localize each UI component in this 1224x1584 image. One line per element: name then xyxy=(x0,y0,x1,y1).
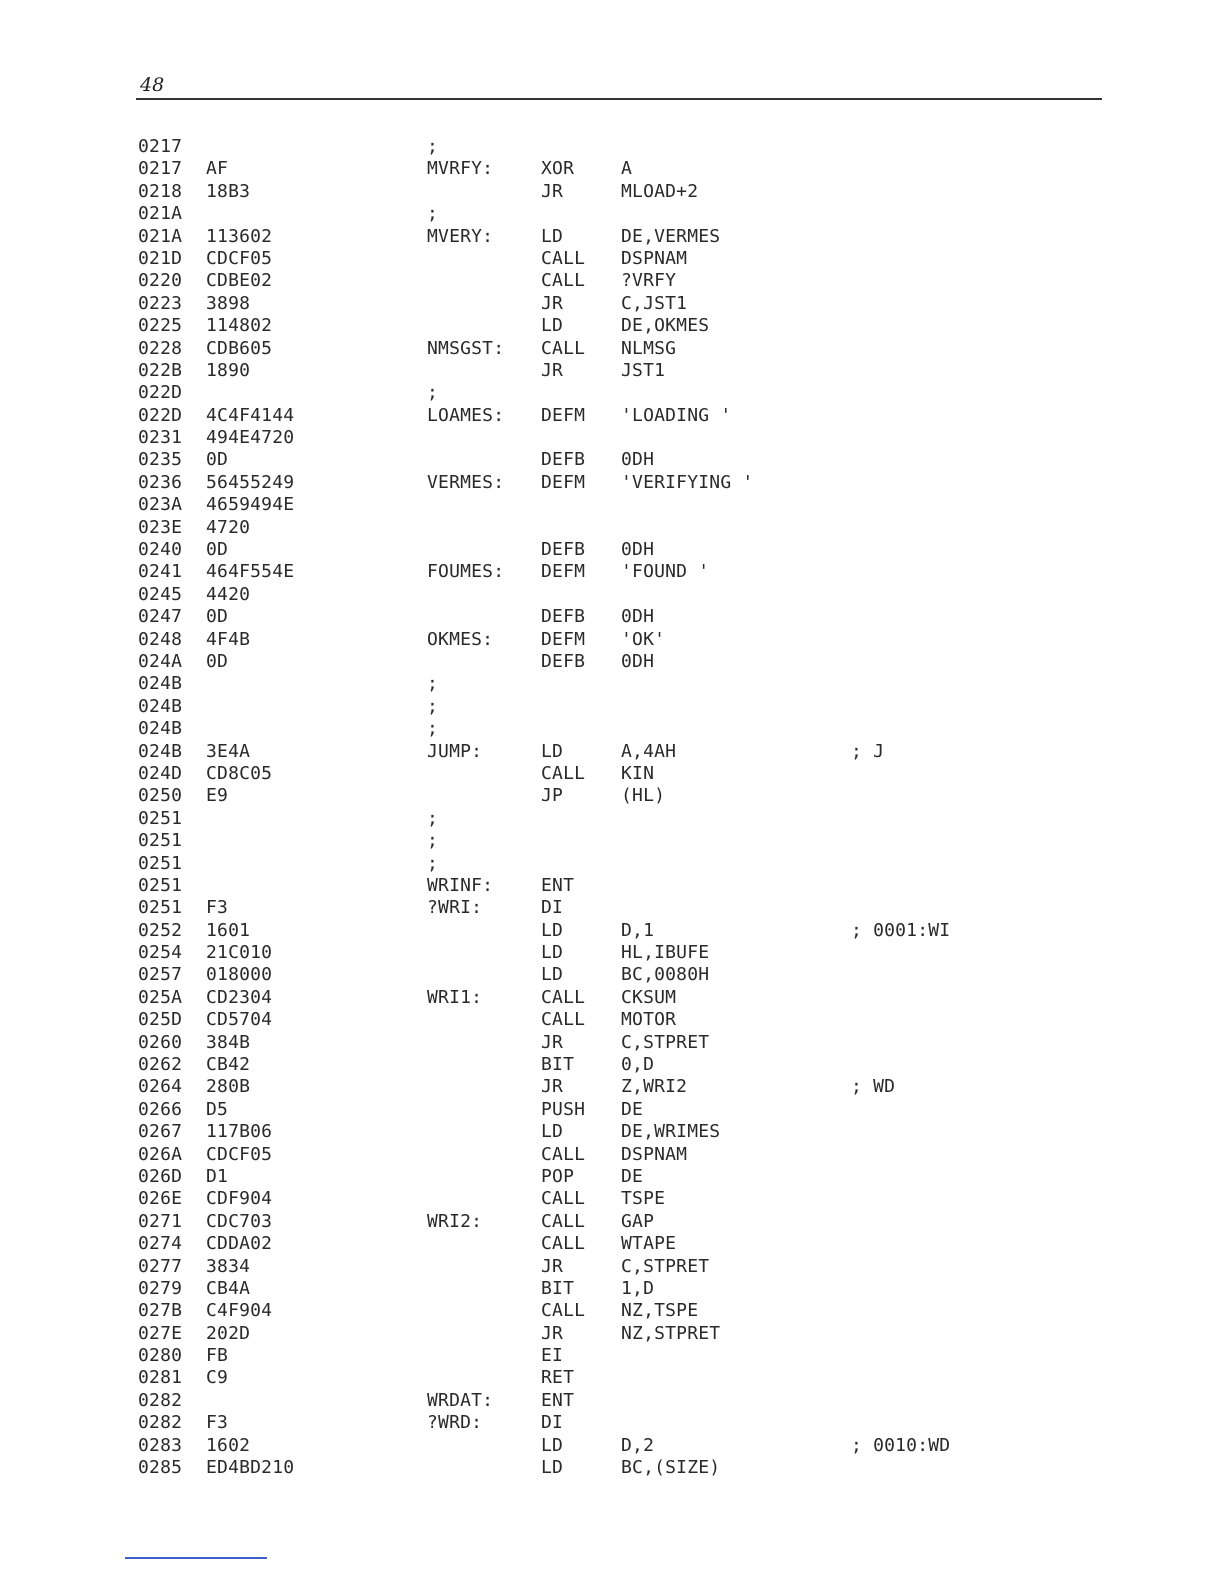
line-object-code: 1601 xyxy=(206,919,251,941)
line-operand: 'VERIFYING ' xyxy=(621,471,754,493)
line-opcode: CALL xyxy=(541,1188,586,1210)
listing-line xyxy=(138,920,1038,942)
listing-line xyxy=(138,360,1038,382)
line-operand: ?VRFY xyxy=(621,270,677,292)
line-opcode: BIT xyxy=(541,1054,575,1076)
listing-line xyxy=(138,405,1038,427)
line-operand: BC,0080H xyxy=(621,964,710,986)
line-address: 021A xyxy=(138,203,183,225)
line-object-code: 18B3 xyxy=(206,180,251,202)
line-address: 0245 xyxy=(138,583,183,605)
line-operand: Z,WRI2 xyxy=(621,1076,688,1098)
line-object-code: C4F904 xyxy=(206,1300,273,1322)
line-address: 024B xyxy=(138,673,183,695)
line-opcode: PUSH xyxy=(541,1098,586,1120)
line-opcode: DEFM xyxy=(541,628,586,650)
line-address: 025A xyxy=(138,986,183,1008)
line-address: 021D xyxy=(138,247,183,269)
line-address: 0247 xyxy=(138,606,183,628)
listing-line xyxy=(138,226,1038,248)
line-operand: 'OK' xyxy=(621,628,666,650)
listing-line xyxy=(138,181,1038,203)
line-object-code: AF xyxy=(206,158,229,180)
line-object-code: 4F4B xyxy=(206,628,251,650)
line-address: 0228 xyxy=(138,337,183,359)
line-opcode: LD xyxy=(541,942,564,964)
line-address: 026A xyxy=(138,1143,183,1165)
line-address: 022D xyxy=(138,382,183,404)
line-address: 0267 xyxy=(138,1121,183,1143)
line-opcode: JR xyxy=(541,180,564,202)
line-operand: NZ,STPRET xyxy=(621,1322,721,1344)
listing-line xyxy=(138,1435,1038,1457)
line-opcode: DEFB xyxy=(541,539,586,561)
line-object-code: CDB605 xyxy=(206,337,273,359)
listing-line xyxy=(138,718,1038,740)
line-address: 0250 xyxy=(138,785,183,807)
line-operand: DSPNAM xyxy=(621,1143,688,1165)
line-opcode: DEFB xyxy=(541,449,586,471)
line-address: 026D xyxy=(138,1165,183,1187)
line-operand: MLOAD+2 xyxy=(621,180,699,202)
line-address: 0282 xyxy=(138,1389,183,1411)
line-comment: ; 0010:WD xyxy=(851,1434,951,1456)
line-opcode: LD xyxy=(541,740,564,762)
line-operand: 'LOADING ' xyxy=(621,404,732,426)
listing-line xyxy=(138,248,1038,270)
line-opcode: CALL xyxy=(541,1300,586,1322)
line-object-code: 4720 xyxy=(206,516,251,538)
line-object-code: CD5704 xyxy=(206,1009,273,1031)
line-comment: ; 0001:WI xyxy=(851,919,951,941)
line-address: 024B xyxy=(138,695,183,717)
line-opcode: POP xyxy=(541,1165,575,1187)
line-address: 0235 xyxy=(138,449,183,471)
line-opcode: RET xyxy=(541,1367,575,1389)
line-operand: JST1 xyxy=(621,359,666,381)
line-address: 0248 xyxy=(138,628,183,650)
line-object-code: D5 xyxy=(206,1098,229,1120)
line-address: 0257 xyxy=(138,964,183,986)
line-opcode: XOR xyxy=(541,158,575,180)
listing-line xyxy=(138,472,1038,494)
listing-line xyxy=(138,853,1038,875)
line-operand: NZ,TSPE xyxy=(621,1300,699,1322)
line-label: VERMES: xyxy=(427,471,505,493)
line-operand: BC,(SIZE) xyxy=(621,1457,721,1479)
line-address: 021A xyxy=(138,225,183,247)
listing-line xyxy=(138,1076,1038,1098)
line-operand: C,STPRET xyxy=(621,1255,710,1277)
line-address: 024D xyxy=(138,762,183,784)
listing-line xyxy=(138,539,1038,561)
line-address: 024B xyxy=(138,740,183,762)
listing-line xyxy=(138,1054,1038,1076)
line-address: 0217 xyxy=(138,158,183,180)
line-object-code: FB xyxy=(206,1345,229,1367)
listing-line xyxy=(138,1032,1038,1054)
line-object-code: D1 xyxy=(206,1165,229,1187)
listing-line xyxy=(138,987,1038,1009)
line-object-code: 0D xyxy=(206,606,229,628)
listing-line xyxy=(138,1457,1038,1479)
line-address: 0223 xyxy=(138,292,183,314)
line-opcode: LD xyxy=(541,1434,564,1456)
line-opcode: CALL xyxy=(541,1009,586,1031)
listing-line xyxy=(138,1121,1038,1143)
line-object-code: ED4BD210 xyxy=(206,1457,295,1479)
listing-line xyxy=(138,338,1038,360)
line-operand: 0DH xyxy=(621,449,655,471)
listing-line xyxy=(138,1144,1038,1166)
line-operand: DE,OKMES xyxy=(621,315,710,337)
line-object-code: 21C010 xyxy=(206,942,273,964)
line-operand: DE xyxy=(621,1098,644,1120)
line-operand: 0DH xyxy=(621,650,655,672)
line-address: 0251 xyxy=(138,807,183,829)
line-address: 023A xyxy=(138,494,183,516)
line-object-code: 1890 xyxy=(206,359,251,381)
line-operand: 'FOUND ' xyxy=(621,561,710,583)
listing-line xyxy=(138,158,1038,180)
listing-line xyxy=(138,629,1038,651)
line-opcode: DI xyxy=(541,1412,564,1434)
line-operand: MOTOR xyxy=(621,1009,677,1031)
line-object-code: 018000 xyxy=(206,964,273,986)
line-address: 025D xyxy=(138,1009,183,1031)
line-operand: TSPE xyxy=(621,1188,666,1210)
listing-line xyxy=(138,315,1038,337)
line-operand: D,1 xyxy=(621,919,655,941)
line-address: 0277 xyxy=(138,1255,183,1277)
listing-line xyxy=(138,897,1038,919)
line-object-code: CDCF05 xyxy=(206,247,273,269)
line-label: MVRFY: xyxy=(427,158,494,180)
line-object-code: C9 xyxy=(206,1367,229,1389)
line-opcode: DEFM xyxy=(541,471,586,493)
line-opcode: DEFB xyxy=(541,650,586,672)
line-operand: C,JST1 xyxy=(621,292,688,314)
line-address: 0280 xyxy=(138,1345,183,1367)
line-label: WRDAT: xyxy=(427,1389,494,1411)
line-label: ; xyxy=(427,203,439,225)
line-label: JUMP: xyxy=(427,740,483,762)
line-address: 0254 xyxy=(138,942,183,964)
line-object-code: F3 xyxy=(206,897,229,919)
line-operand: GAP xyxy=(621,1210,655,1232)
line-operand: WTAPE xyxy=(621,1233,677,1255)
line-object-code: CD8C05 xyxy=(206,762,273,784)
line-object-code: F3 xyxy=(206,1412,229,1434)
listing-line xyxy=(138,964,1038,986)
line-object-code: CDCF05 xyxy=(206,1143,273,1165)
line-label: FOUMES: xyxy=(427,561,505,583)
line-opcode: JR xyxy=(541,1076,564,1098)
line-operand: DE xyxy=(621,1165,644,1187)
line-object-code: 3834 xyxy=(206,1255,251,1277)
line-opcode: CALL xyxy=(541,1143,586,1165)
line-label: ; xyxy=(427,695,439,717)
listing-line xyxy=(138,1345,1038,1367)
line-object-code: CDF904 xyxy=(206,1188,273,1210)
line-opcode: CALL xyxy=(541,337,586,359)
line-object-code: 0D xyxy=(206,539,229,561)
line-operand: KIN xyxy=(621,762,655,784)
listing-line xyxy=(138,427,1038,449)
line-operand: DE,WRIMES xyxy=(621,1121,721,1143)
line-opcode: DEFM xyxy=(541,404,586,426)
header-rule xyxy=(136,98,1102,100)
line-address: 027B xyxy=(138,1300,183,1322)
listing-line xyxy=(138,696,1038,718)
listing-line xyxy=(138,673,1038,695)
listing-line xyxy=(138,606,1038,628)
line-address: 0251 xyxy=(138,897,183,919)
line-address: 0251 xyxy=(138,852,183,874)
line-address: 0252 xyxy=(138,919,183,941)
line-comment: ; WD xyxy=(851,1076,896,1098)
line-opcode: CALL xyxy=(541,762,586,784)
line-address: 0264 xyxy=(138,1076,183,1098)
line-address: 0283 xyxy=(138,1434,183,1456)
listing-line xyxy=(138,1256,1038,1278)
line-opcode: DEFB xyxy=(541,606,586,628)
line-label: ?WRD: xyxy=(427,1412,483,1434)
listing-line xyxy=(138,494,1038,516)
page-number: 48 xyxy=(140,74,165,96)
line-label: ; xyxy=(427,852,439,874)
listing-line xyxy=(138,1300,1038,1322)
line-opcode: DEFM xyxy=(541,561,586,583)
assembly-listing xyxy=(138,136,1038,1479)
line-address: 0217 xyxy=(138,136,183,157)
line-address: 0285 xyxy=(138,1457,183,1479)
line-object-code: CB42 xyxy=(206,1054,251,1076)
listing-line xyxy=(138,808,1038,830)
line-opcode: CALL xyxy=(541,247,586,269)
line-label: OKMES: xyxy=(427,628,494,650)
listing-line xyxy=(138,1323,1038,1345)
listing-line xyxy=(138,449,1038,471)
line-object-code: 280B xyxy=(206,1076,251,1098)
line-address: 0241 xyxy=(138,561,183,583)
line-operand: 0,D xyxy=(621,1054,655,1076)
line-opcode: ENT xyxy=(541,874,575,896)
listing-line xyxy=(138,136,1038,158)
line-opcode: JP xyxy=(541,785,564,807)
line-operand: C,STPRET xyxy=(621,1031,710,1053)
line-operand: CKSUM xyxy=(621,986,677,1008)
listing-line xyxy=(138,584,1038,606)
line-object-code: CDC703 xyxy=(206,1210,273,1232)
line-opcode: JR xyxy=(541,1031,564,1053)
line-address: 0262 xyxy=(138,1054,183,1076)
line-label: ; xyxy=(427,382,439,404)
listing-line xyxy=(138,875,1038,897)
line-object-code: E9 xyxy=(206,785,229,807)
line-address: 026E xyxy=(138,1188,183,1210)
line-address: 024A xyxy=(138,650,183,672)
listing-line xyxy=(138,561,1038,583)
line-operand: DSPNAM xyxy=(621,247,688,269)
line-operand: DE,VERMES xyxy=(621,225,721,247)
line-address: 0236 xyxy=(138,471,183,493)
listing-line xyxy=(138,203,1038,225)
listing-line xyxy=(138,517,1038,539)
line-label: ; xyxy=(427,673,439,695)
line-address: 0240 xyxy=(138,539,183,561)
line-object-code: CD2304 xyxy=(206,986,273,1008)
line-address: 027E xyxy=(138,1322,183,1344)
line-label: ; xyxy=(427,718,439,740)
line-operand: HL,IBUFE xyxy=(621,942,710,964)
line-opcode: JR xyxy=(541,1255,564,1277)
line-opcode: BIT xyxy=(541,1277,575,1299)
line-opcode: LD xyxy=(541,1457,564,1479)
line-object-code: 202D xyxy=(206,1322,251,1344)
listing-line xyxy=(138,1009,1038,1031)
line-label: ; xyxy=(427,830,439,852)
listing-line xyxy=(138,1211,1038,1233)
line-label: WRI1: xyxy=(427,986,483,1008)
line-address: 0225 xyxy=(138,315,183,337)
line-label: WRINF: xyxy=(427,874,494,896)
line-address: 0274 xyxy=(138,1233,183,1255)
line-object-code: 114802 xyxy=(206,315,273,337)
line-object-code: 56455249 xyxy=(206,471,295,493)
line-address: 0251 xyxy=(138,830,183,852)
line-opcode: LD xyxy=(541,919,564,941)
line-label: MVERY: xyxy=(427,225,494,247)
line-object-code: 4659494E xyxy=(206,494,295,516)
line-opcode: EI xyxy=(541,1345,564,1367)
line-comment: ; J xyxy=(851,740,885,762)
line-address: 0271 xyxy=(138,1210,183,1232)
listing-line xyxy=(138,270,1038,292)
line-opcode: LD xyxy=(541,225,564,247)
line-object-code: 384B xyxy=(206,1031,251,1053)
line-operand: 0DH xyxy=(621,606,655,628)
line-object-code: CB4A xyxy=(206,1277,251,1299)
listing-line xyxy=(138,1367,1038,1389)
line-label: NMSGST: xyxy=(427,337,505,359)
line-opcode: CALL xyxy=(541,1210,586,1232)
line-object-code: 3898 xyxy=(206,292,251,314)
listing-line xyxy=(138,382,1038,404)
line-opcode: JR xyxy=(541,359,564,381)
line-object-code: 1602 xyxy=(206,1434,251,1456)
line-label: ; xyxy=(427,136,439,157)
line-opcode: DI xyxy=(541,897,564,919)
line-label: WRI2: xyxy=(427,1210,483,1232)
line-address: 024B xyxy=(138,718,183,740)
line-opcode: CALL xyxy=(541,986,586,1008)
line-object-code: 0D xyxy=(206,650,229,672)
listing-line xyxy=(138,1390,1038,1412)
line-address: 0251 xyxy=(138,874,183,896)
listing-line xyxy=(138,1233,1038,1255)
line-address: 023E xyxy=(138,516,183,538)
line-opcode: JR xyxy=(541,292,564,314)
listing-line xyxy=(138,1278,1038,1300)
listing-line xyxy=(138,1099,1038,1121)
line-object-code: CDBE02 xyxy=(206,270,273,292)
listing-line xyxy=(138,785,1038,807)
line-operand: NLMSG xyxy=(621,337,677,359)
line-object-code: 4420 xyxy=(206,583,251,605)
listing-line xyxy=(138,763,1038,785)
line-operand: 0DH xyxy=(621,539,655,561)
bottom-rule xyxy=(125,1557,267,1559)
line-opcode: LD xyxy=(541,964,564,986)
line-object-code: 117B06 xyxy=(206,1121,273,1143)
line-label: LOAMES: xyxy=(427,404,505,426)
line-address: 0281 xyxy=(138,1367,183,1389)
line-opcode: ENT xyxy=(541,1389,575,1411)
line-object-code: CDDA02 xyxy=(206,1233,273,1255)
line-object-code: 0D xyxy=(206,449,229,471)
line-operand: A,4AH xyxy=(621,740,677,762)
listing-line xyxy=(138,293,1038,315)
line-label: ?WRI: xyxy=(427,897,483,919)
line-address: 0279 xyxy=(138,1277,183,1299)
line-address: 022D xyxy=(138,404,183,426)
line-address: 0220 xyxy=(138,270,183,292)
line-opcode: CALL xyxy=(541,1233,586,1255)
line-opcode: CALL xyxy=(541,270,586,292)
listing-line xyxy=(138,830,1038,852)
line-object-code: 494E4720 xyxy=(206,427,295,449)
line-address: 0282 xyxy=(138,1412,183,1434)
line-opcode: LD xyxy=(541,315,564,337)
line-label: ; xyxy=(427,807,439,829)
line-opcode: LD xyxy=(541,1121,564,1143)
listing-line xyxy=(138,1166,1038,1188)
line-address: 022B xyxy=(138,359,183,381)
line-operand: A xyxy=(621,158,633,180)
line-address: 0218 xyxy=(138,180,183,202)
line-object-code: 113602 xyxy=(206,225,273,247)
line-address: 0231 xyxy=(138,427,183,449)
line-operand: (HL) xyxy=(621,785,666,807)
line-object-code: 464F554E xyxy=(206,561,295,583)
line-opcode: JR xyxy=(541,1322,564,1344)
listing-line xyxy=(138,1412,1038,1434)
listing-line xyxy=(138,741,1038,763)
line-address: 0266 xyxy=(138,1098,183,1120)
listing-line xyxy=(138,651,1038,673)
listing-line xyxy=(138,1188,1038,1210)
line-object-code: 3E4A xyxy=(206,740,251,762)
line-object-code: 4C4F4144 xyxy=(206,404,295,426)
line-operand: D,2 xyxy=(621,1434,655,1456)
line-address: 0260 xyxy=(138,1031,183,1053)
listing-line xyxy=(138,942,1038,964)
line-operand: 1,D xyxy=(621,1277,655,1299)
